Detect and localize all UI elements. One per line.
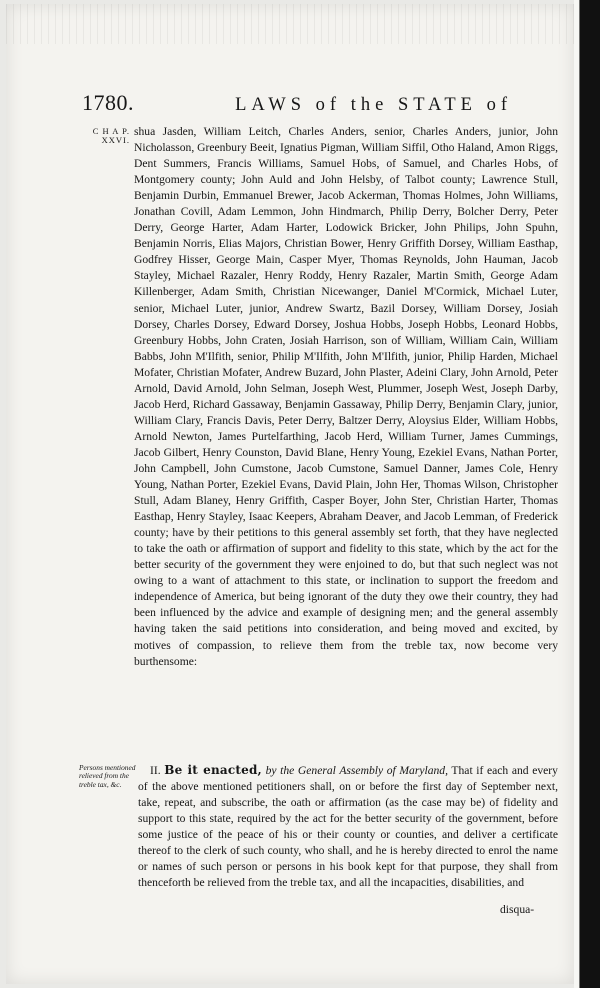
section-1-paragraph: shua Jasden, William Leitch, Charles Anders, senior, Charles Anders, junior, John Nicholasson, Greenbury Beeit, Ignatius Pigman, William Siffil, Otho Haland, Amon Riggs, Dent Summers, Francis Williams, Samuel Hobs, of Samuel, and Charles Hobs, of Montgomery county; John Auld and John Helsby, of Talbot county; Lawrence Stull, Benjamin Durbin, Emmanuel Brewer, Jacob Ackerman, Thomas Holmes, John Williams, Jonathan Covill, Adam Lemmon, John Hindmarch, Philip Derry, Bolcher Derry, Peter Derry, George Harter, Adam Harter, Lodowick Bricker, John Philips, John Spuhn, Benjamin Norris, Elias Majors, Christian Bower, Henry Griffith Dorsey, William Easthap, Godfrey Hisser, George Main, Casper Myer, Thomas Reynolds, John Hauman, Jacob Stayley, Michael Razaler, Henry Roddy, Henry Razaler, Martin Smith, George Adam Killenberger, Adam Smith, Christian Nicewanger, Daniel M'Cormick, Michael Luter, senior, Michael Luter, junior, Andrew Swartz, Bazil Dorsey, William Dorsey, Josiah Dorsey, Charles Dorsey, Edward Dorsey, Joshua Hobbs, Joseph Hobbs, Leonard Hobbs, Greenbury Hobbs, John Craten, Josiah Harrison, son of William, William Cain, William Babbs, John M'Ilfith, senior, Philip M'Ilfith, John M'Ilfith, junior, Philip Harden, Michael Mofater, Christian Mofater, Andrew Buzard, John Plaster, Adeini Clary, John Arnold, Peter Arnold, David Arnold, John Selman, Joseph West, Plummer, Joseph West, Joseph Darby, Jacob Herd, Richard Gassaway, Benjamin Gassaway, Philip Derry, Benjamin Clary, junior, William Clary, Francis Davis, Peter Derry, Baltzer Derry, Aloysius Elder, William Hobbs, Arnold Newton, James Purtelfarthing, Jacob Herd, William Turner, James Cummings, Jacob Gilbert, Henry Counston, David Blane, Henry Young, Ezekiel Evans, Nathan Porter, John Campbell, John Cumstone, Jacob Cumstone, Samuel Danner, James Cole, Henry Young, Nathan Porter, Ezekiel Evans, David Plain, John Her, Thomas Wilson, Christopher Stull, Adam Blaney, Henry Griffith, Casper Boyer, John Ster, Christian Harter, Thomas Easthap, Henry Stayley, Isaac Keepers, Abraham Deaver, and Jacob Lemman, of Frederick county; have by their petitions to this general assembly set forth, that they have neglected to take the oath or affirmation of support and fidelity to this state, which by the act for the better security of the government they were enjoined to do, but that such neglect was not owing to a want of attachment to this state, or inclination to support the freedom and independence of America, but being ignorant of the duty they owe their country, they had been influenced by the advice and example of designing men; and the general assembly having taken the said petitions into consideration, and being moved and excited, by motives of compassion, to relieve them from the treble tax, now become very burthensome: [134, 125, 558, 668]
page-year: 1780. [82, 90, 134, 115]
chapter-margin-label [82, 127, 130, 145]
section-2-paragraph [138, 762, 558, 891]
chapter-label: C H A P. [92, 126, 130, 136]
page-top-texture [6, 4, 574, 44]
margin-note: Persons mentioned relieved from the treble tax, &c. [79, 763, 136, 789]
chapter-number: XXVI. [101, 135, 130, 145]
running-head [82, 90, 512, 116]
catchword: disqua- [500, 903, 535, 916]
section-1-body [134, 124, 558, 670]
section-2-body [138, 762, 558, 891]
section-2-text: That if each and every of the above mentioned petitioners shall, on or before the first day of September next, take, repeat, and subscribe, the oath or affirmation (as the case may be) of fidelity and support to this state, required by the act for the better security of the government, before some justice of the peace of his or their county or counties, and deliver a certificate thereof to the clerk of such county, who shall, and he is hereby directed to enrol the name or names of such person or persons in his book kept for that purpose, they shall from thenceforth be relieved from the treble tax, and all the incapacities, disabilities, and [138, 764, 558, 890]
facing-page-edge [574, 0, 600, 988]
enacting-clause: Be it enacted, [164, 763, 262, 777]
enacting-authority: by the General Assembly of Maryland, [265, 764, 448, 777]
section-2-number: II. [150, 764, 161, 777]
running-head-title: LAWS of the STATE of [235, 95, 512, 115]
